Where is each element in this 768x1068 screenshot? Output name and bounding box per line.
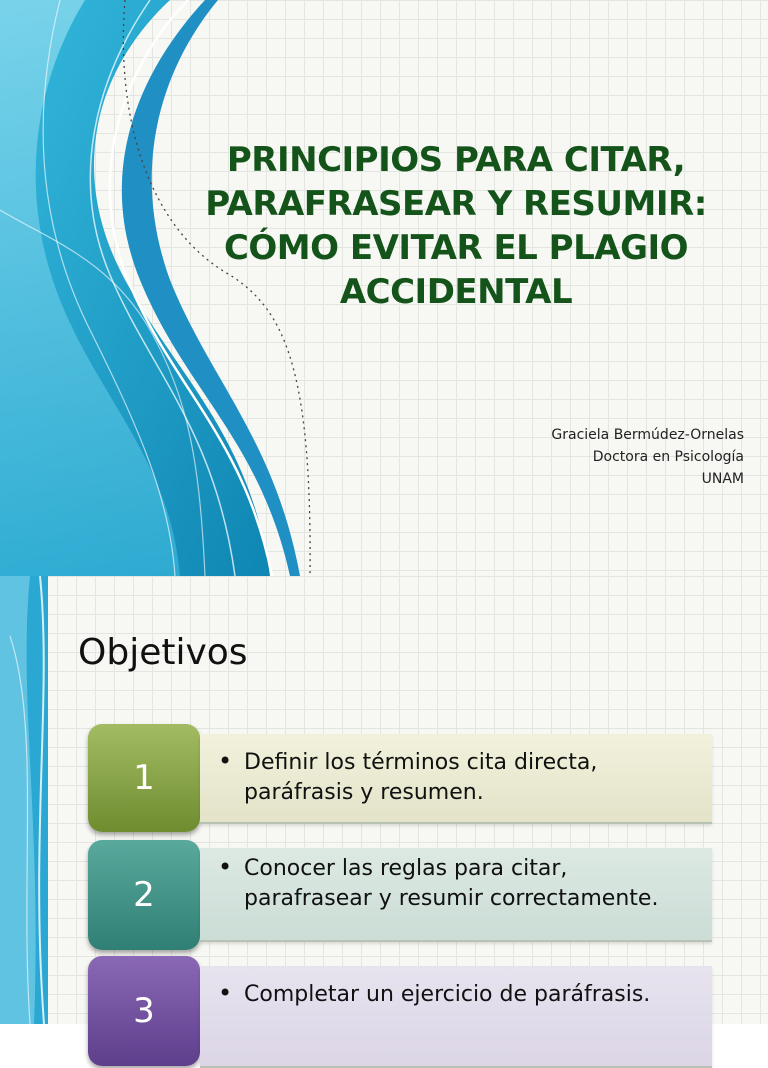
- objective-item-3: [88, 956, 712, 1066]
- objective-item-2: [88, 840, 712, 952]
- objective-text: • Definir los términos cita directa, paráfrasis y resumen.: [244, 748, 702, 808]
- objective-text: • Conocer las reglas para citar, parafrasear y resumir correctamente.: [244, 854, 702, 914]
- objective-number-badge: 1: [88, 724, 200, 832]
- wave-decoration-side: [0, 576, 60, 1024]
- objective-text-box: [200, 848, 712, 942]
- objective-number-badge: 3: [88, 956, 200, 1066]
- author-degree: Doctora en Psicología: [592, 449, 744, 465]
- objective-item-1: [88, 724, 712, 834]
- objective-text-box: [200, 966, 712, 1068]
- objective-text-box: [200, 734, 712, 824]
- slide-title: PRINCIPIOS PARA CITAR, PARAFRASEAR Y RESUMIR: CÓMO EVITAR EL PLAGIO ACCIDENTAL: [205, 140, 707, 312]
- author-name: Graciela Bermúdez-Ornelas: [551, 427, 744, 443]
- objective-text: • Completar un ejercicio de paráfrasis.: [244, 980, 702, 1010]
- author-block: [551, 424, 744, 490]
- objective-number-badge: 2: [88, 840, 200, 950]
- author-institution: UNAM: [701, 471, 744, 487]
- objectives-title: Objetivos: [78, 632, 248, 673]
